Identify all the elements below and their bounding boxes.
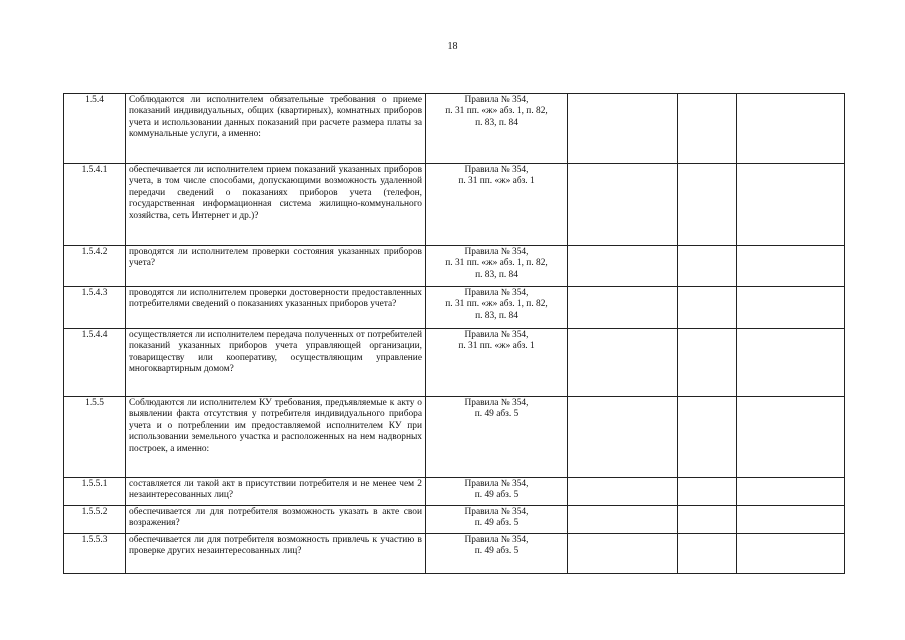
answer-cell-yes[interactable]	[568, 246, 678, 287]
page-number: 18	[447, 41, 458, 52]
answer-cell-yes[interactable]	[568, 287, 678, 329]
item-number: 1.5.4.4	[64, 329, 126, 397]
answer-cell-yes[interactable]	[568, 534, 678, 574]
table-row	[64, 329, 845, 397]
reference-line: Правила № 354,	[464, 165, 529, 175]
reference-line: п. 31 пп. «ж» абз. 1, п. 82,	[445, 106, 548, 117]
item-number: 1.5.5.2	[64, 506, 126, 534]
item-reference	[426, 94, 568, 164]
item-number: 1.5.5.1	[64, 478, 126, 506]
item-question: проводятся ли исполнителем проверки состояния указанных приборов учета?	[126, 246, 426, 287]
item-reference	[426, 329, 568, 397]
answer-cell-yes[interactable]	[568, 164, 678, 246]
item-reference	[426, 478, 568, 506]
item-question: обеспечивается ли для потребителя возможность привлечь к участию в проверке других незаинтересованных лиц?	[126, 534, 426, 574]
item-question: осуществляется ли исполнителем передача полученных от потребителей показаний указанных приборов учета управляющей организации, товариществу или кооперативу, осуществляющим управление многоквартирным домом?	[126, 329, 426, 397]
answer-cell-no[interactable]	[678, 329, 737, 397]
reference-line: п. 49 абз. 5	[474, 546, 519, 557]
reference-line: п. 49 абз. 5	[474, 409, 519, 420]
answer-cell-yes[interactable]	[568, 506, 678, 534]
answer-cell-note[interactable]	[737, 397, 845, 478]
table-row	[64, 534, 845, 574]
answer-cell-yes[interactable]	[568, 329, 678, 397]
answer-cell-note[interactable]	[737, 164, 845, 246]
reference-line: Правила № 354,	[464, 535, 529, 545]
answer-cell-yes[interactable]	[568, 478, 678, 506]
item-question: проводятся ли исполнителем проверки достоверности предоставленных потребителями сведений о показаниях указанных приборов учета?	[126, 287, 426, 329]
answer-cell-no[interactable]	[678, 287, 737, 329]
answer-cell-yes[interactable]	[568, 397, 678, 478]
item-number: 1.5.4.2	[64, 246, 126, 287]
table-row	[64, 506, 845, 534]
item-question: обеспечивается ли для потребителя возможность указать в акте свои возражения?	[126, 506, 426, 534]
answer-cell-note[interactable]	[737, 246, 845, 287]
reference-line: п. 49 абз. 5	[474, 518, 519, 529]
answer-cell-yes[interactable]	[568, 94, 678, 164]
table-row	[64, 287, 845, 329]
item-question: составляется ли такой акт в присутствии потребителя и не менее чем 2 незаинтересованных лиц?	[126, 478, 426, 506]
table-row	[64, 246, 845, 287]
answer-cell-no[interactable]	[678, 246, 737, 287]
item-number: 1.5.4.1	[64, 164, 126, 246]
answer-cell-note[interactable]	[737, 94, 845, 164]
reference-line: Правила № 354,	[464, 288, 529, 298]
reference-line: п. 31 пп. «ж» абз. 1, п. 82,	[445, 299, 548, 310]
item-reference	[426, 534, 568, 574]
reference-line: п. 83, п. 84	[475, 310, 518, 321]
item-reference	[426, 287, 568, 329]
answer-cell-no[interactable]	[678, 478, 737, 506]
item-reference	[426, 164, 568, 246]
answer-cell-note[interactable]	[737, 329, 845, 397]
answer-cell-note[interactable]	[737, 534, 845, 574]
reference-line: Правила № 354,	[464, 507, 529, 517]
table-row	[64, 478, 845, 506]
answer-cell-note[interactable]	[737, 287, 845, 329]
answer-cell-no[interactable]	[678, 506, 737, 534]
checklist-table	[63, 93, 845, 574]
reference-line: п. 83, п. 84	[475, 117, 518, 128]
item-question: Соблюдаются ли исполнителем обязательные требования о приеме показаний индивидуальных, общих (квартирных), комнатных приборов учета и использовании данных показаний при расчете размера платы за коммунальные услуги, а именно:	[126, 94, 426, 164]
reference-line: п. 31 пп. «ж» абз. 1	[458, 341, 535, 352]
reference-line: Правила № 354,	[464, 479, 529, 489]
item-number: 1.5.4.3	[64, 287, 126, 329]
item-reference	[426, 397, 568, 478]
item-number: 1.5.5.3	[64, 534, 126, 574]
item-number: 1.5.5	[64, 397, 126, 478]
answer-cell-no[interactable]	[678, 534, 737, 574]
answer-cell-note[interactable]	[737, 478, 845, 506]
answer-cell-note[interactable]	[737, 506, 845, 534]
answer-cell-no[interactable]	[678, 94, 737, 164]
reference-line: п. 49 абз. 5	[474, 490, 519, 501]
answer-cell-no[interactable]	[678, 164, 737, 246]
item-reference	[426, 246, 568, 287]
reference-line: Правила № 354,	[464, 247, 529, 257]
table-row	[64, 94, 845, 164]
reference-line: Правила № 354,	[464, 330, 529, 340]
item-number: 1.5.4	[64, 94, 126, 164]
item-question: Соблюдаются ли исполнителем КУ требования, предъявляемые к акту о выявлении факта отсутствия у потребителя индивидуального прибора учета и о потреблении им предоставляемой исполнителем КУ при использовании земельного участка и расположенных на нем надворных построек, а именно:	[126, 397, 426, 478]
reference-line: Правила № 354,	[464, 95, 529, 105]
reference-line: Правила № 354,	[464, 398, 529, 408]
reference-line: п. 31 пп. «ж» абз. 1	[458, 176, 535, 187]
answer-cell-no[interactable]	[678, 397, 737, 478]
reference-line: п. 31 пп. «ж» абз. 1, п. 82,	[445, 258, 548, 269]
item-reference	[426, 506, 568, 534]
table-row	[64, 164, 845, 246]
table-row	[64, 397, 845, 478]
reference-line: п. 83, п. 84	[475, 269, 518, 280]
item-question: обеспечивается ли исполнителем прием показаний указанных приборов учета, в том числе способами, допускающими возможность удаленной передачи сведений о показаниях приборов учета (телефон, государственная информационная система жилищно-коммунального хозяйства, сеть Интернет и др.)?	[126, 164, 426, 246]
